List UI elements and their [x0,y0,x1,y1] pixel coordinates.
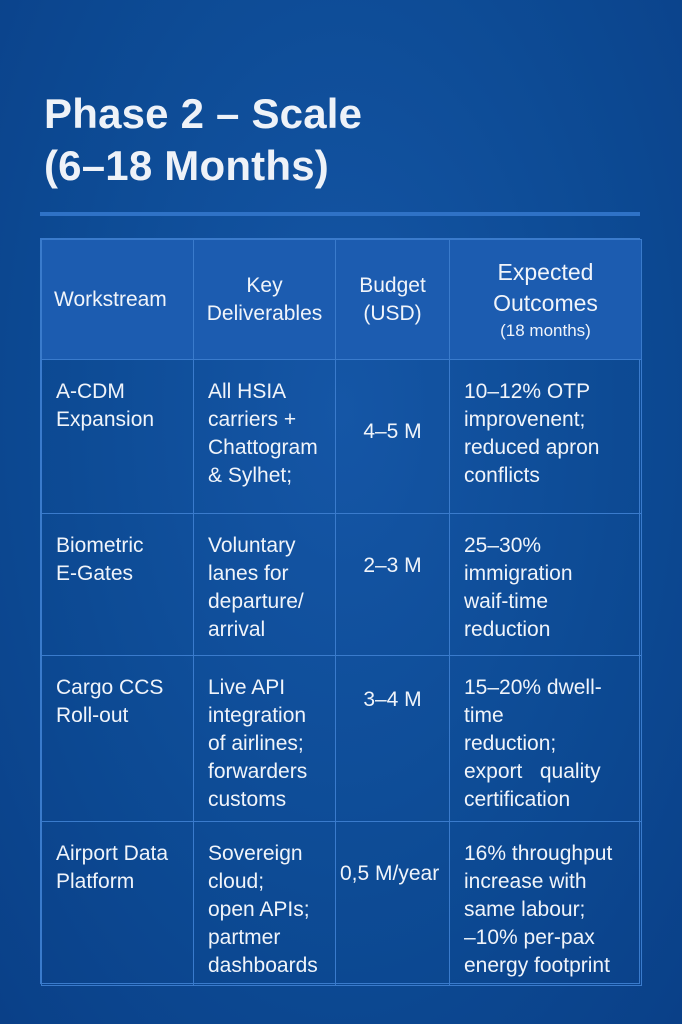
cell-text: 10–12% OTP [464,380,591,403]
title-line-2: (6–18 Months) [44,142,329,189]
cell-text: carriers + [208,408,297,431]
cell-text: integration [208,704,307,727]
cell-text: cloud; [208,870,265,893]
header-budget-line-1: Budget [359,273,426,297]
cell-text: same labour; [464,898,586,921]
cell-text: 0,5 M/year [340,862,440,885]
cell-text: Sovereign [208,842,303,865]
phase-table [40,238,640,984]
title-line-1: Phase 2 – Scale [44,90,363,137]
cell-text: reduced apron [464,436,600,459]
cell-workstream [42,360,194,514]
cell-outcomes [450,360,642,514]
header-budget-line-2: (USD) [363,301,422,325]
cell-text: Chattogram [208,436,318,459]
cell-text: lanes for [208,562,289,585]
cell-budget [336,656,450,822]
cell-text: Cargo CCS [56,676,164,699]
cell-text: immigration [464,562,573,585]
header-outcomes-line-1: Expected [497,258,594,285]
page-title [44,88,644,192]
cell-text: customs [208,788,287,811]
header-workstream [42,240,194,360]
cell-text: A-CDM [56,380,125,403]
header-outcomes-line-2: Outcomes [493,289,598,316]
table-row [42,656,642,822]
cell-text: Voluntary [208,534,296,557]
header-workstream-label: Workstream [54,287,167,311]
cell-text: 15–20% dwell- [464,676,602,699]
cell-text: dashboards [208,954,318,977]
cell-budget [336,822,450,986]
cell-text: open APIs; [208,898,310,921]
cell-text: Live API [208,676,286,699]
cell-text: Roll-out [56,704,129,727]
table-row [42,822,642,986]
cell-text: reduction; [464,732,557,755]
cell-outcomes [450,656,642,822]
cell-text: improvenent; [464,408,586,431]
cell-text: departure/ [208,590,304,613]
header-budget [336,240,450,360]
cell-deliverables [194,360,336,514]
cell-text: 2–3 M [363,554,422,577]
cell-text: 25–30% [464,534,542,557]
cell-text: & Sylhet; [208,464,293,487]
cell-text: increase with [464,870,587,893]
cell-text: 4–5 M [363,420,422,443]
cell-text: partmer [208,926,281,949]
phase-table-grid [41,239,642,986]
cell-text: All HSIA [208,380,287,403]
cell-deliverables [194,656,336,822]
cell-text: E-Gates [56,562,134,585]
cell-workstream [42,822,194,986]
cell-text: certification [464,788,571,811]
cell-outcomes [450,514,642,656]
cell-text: Airport Data [56,842,169,865]
cell-text: conflicts [464,464,540,487]
table-header-row [42,240,642,360]
header-deliverables [194,240,336,360]
cell-deliverables [194,514,336,656]
header-deliverables-line-2: Deliverables [206,301,323,325]
cell-text: energy footprint [464,954,610,977]
cell-workstream [42,514,194,656]
cell-text: arrival [208,618,266,641]
cell-text: reduction [464,618,551,641]
cell-text: 3–4 M [363,688,422,711]
header-deliverables-line-1: Key [246,273,283,297]
cell-budget [336,360,450,514]
cell-text: export quality [464,760,601,783]
title-divider [40,212,640,216]
cell-deliverables [194,822,336,986]
header-outcomes-line-3: (18 months) [500,320,591,340]
cell-outcomes [450,822,642,986]
cell-text: Biometric [56,534,144,557]
table-row [42,360,642,514]
cell-text: waif-time [464,590,549,613]
cell-text: 16% throughput [464,842,613,865]
cell-workstream [42,656,194,822]
cell-text: –10% per-pax [464,926,595,949]
cell-text: of airlines; [208,732,304,755]
cell-text: Expansion [56,408,155,431]
cell-budget [336,514,450,656]
cell-text: Platform [56,870,135,893]
table-row [42,514,642,656]
cell-text: forwarders [208,760,308,783]
header-outcomes [450,240,642,360]
cell-text: time [464,704,504,727]
